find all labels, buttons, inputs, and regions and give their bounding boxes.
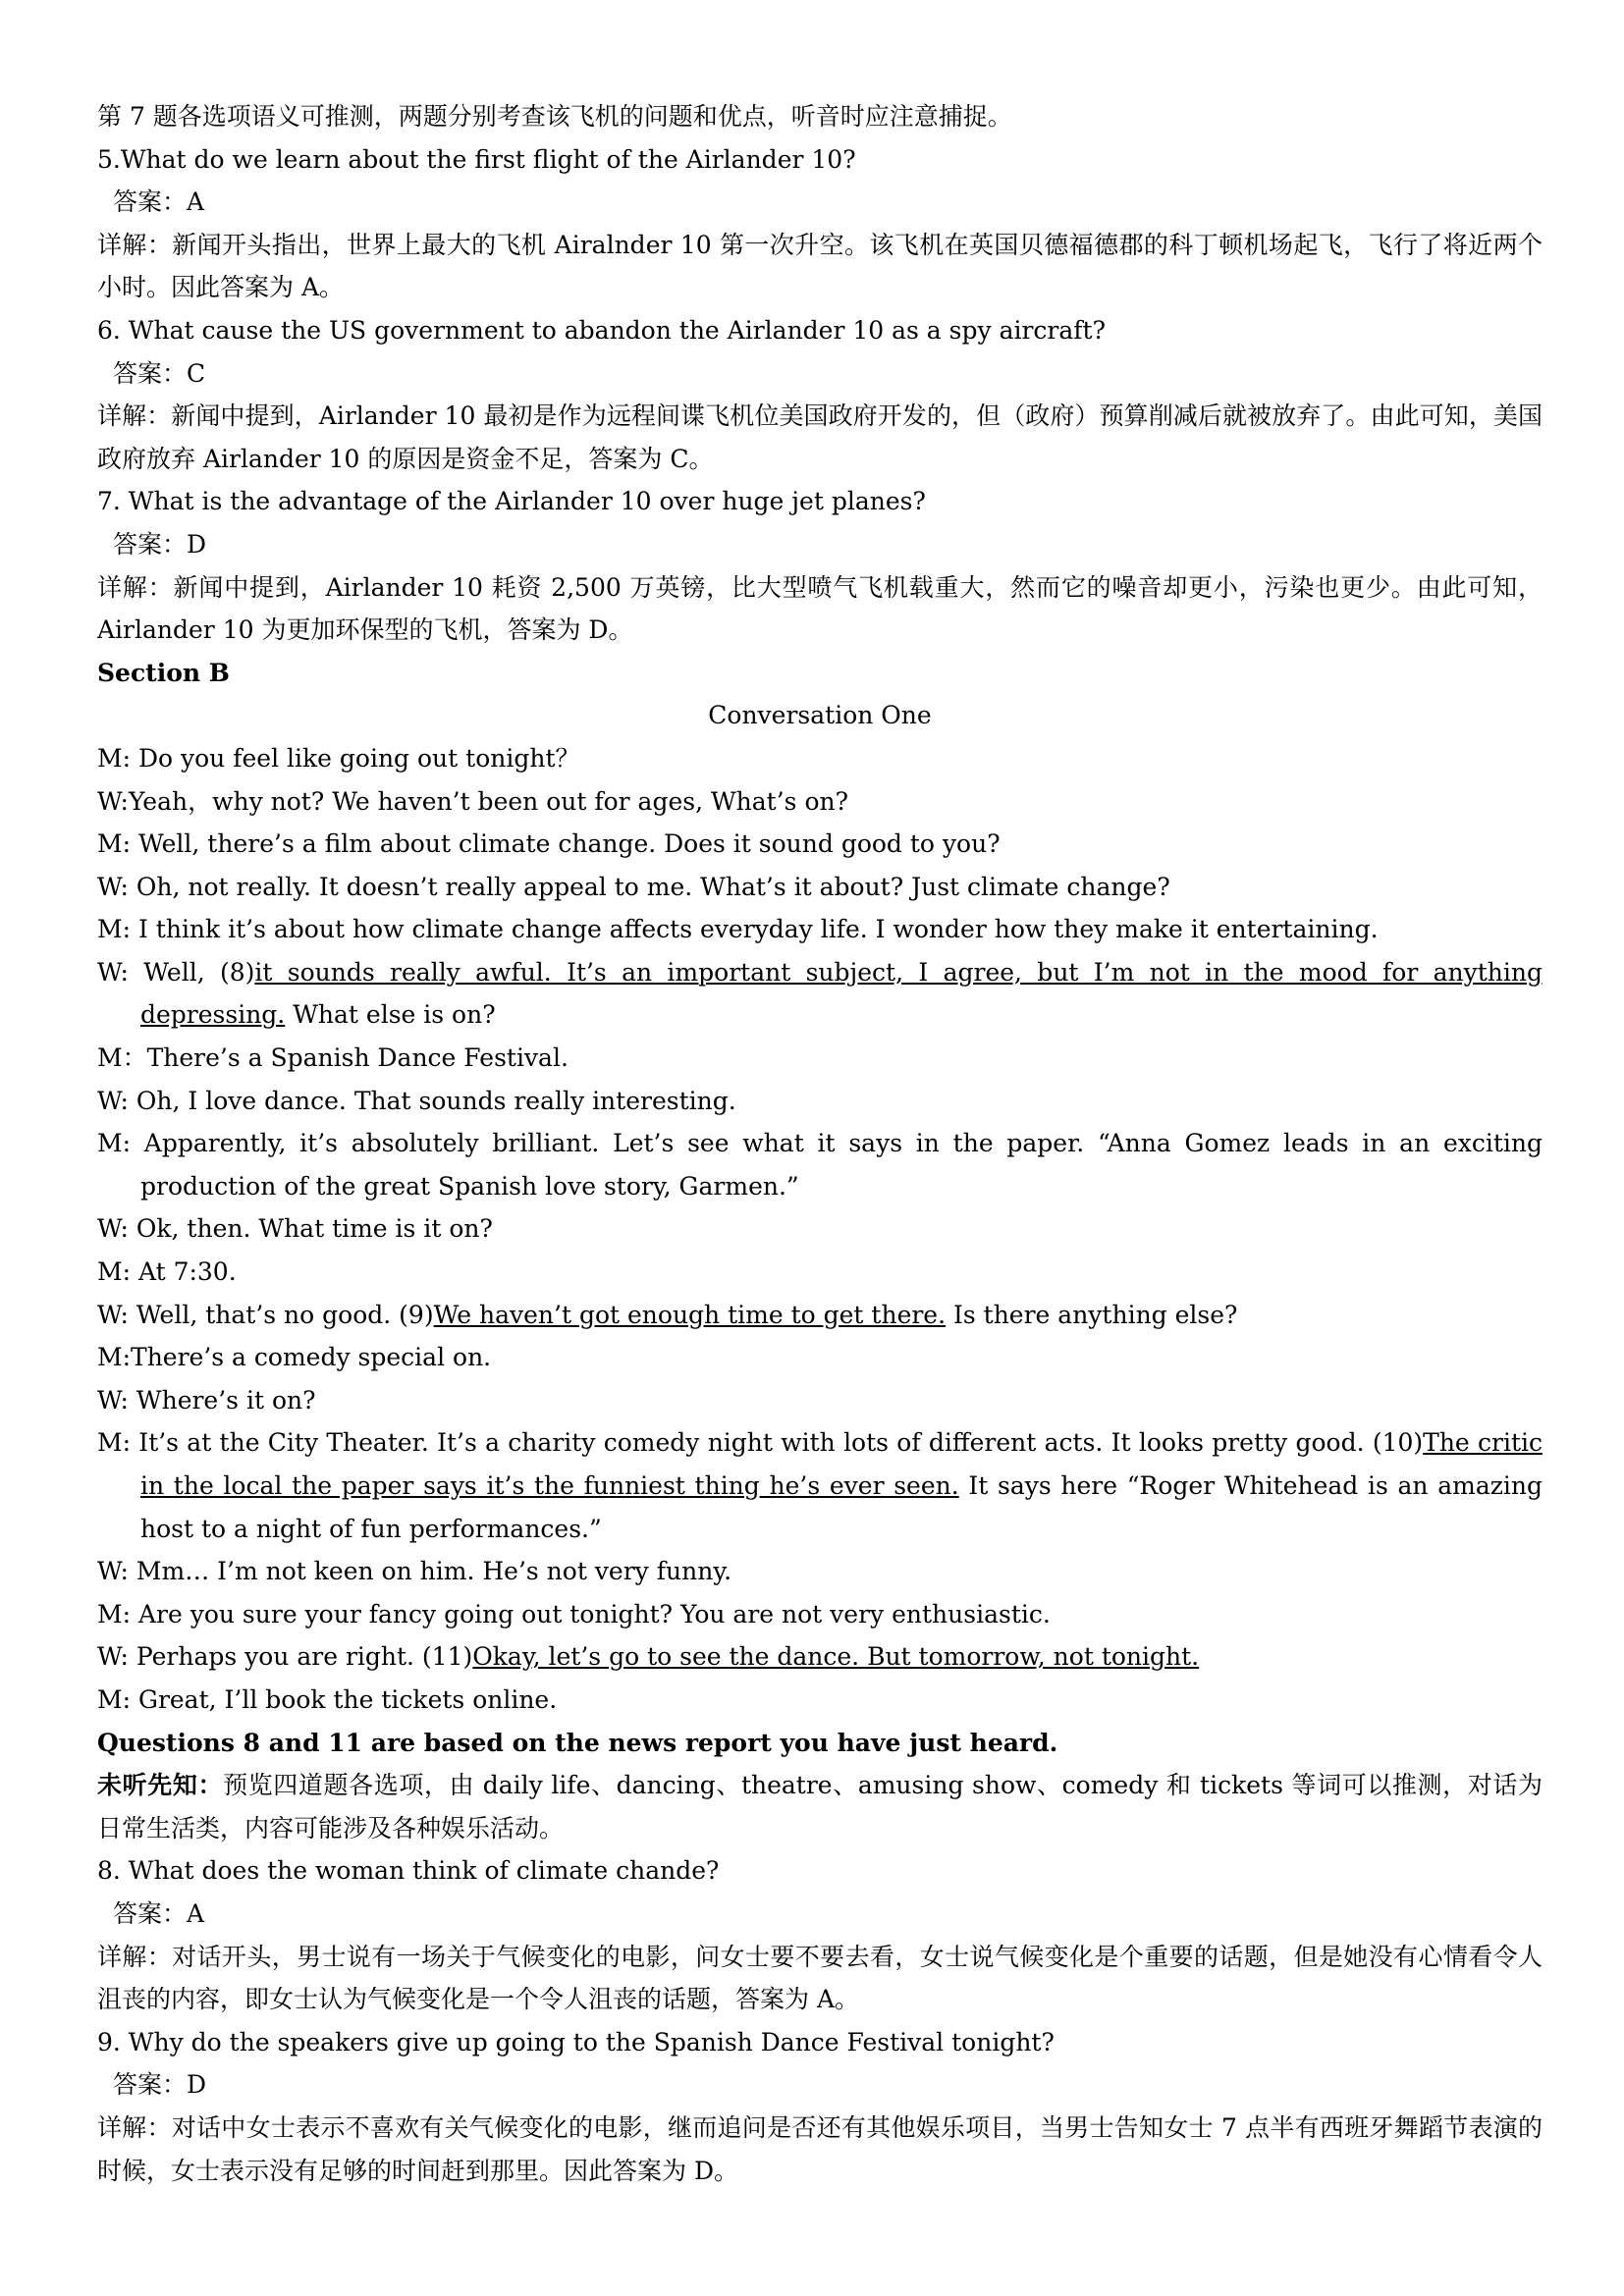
dialogue-line-12 xyxy=(97,1294,1543,1337)
document-page xyxy=(97,95,1543,2192)
q9-question: 9. Why do the speakers give up going to the Spanish Dance Festival tonight? xyxy=(97,2027,1055,2056)
q8-question: 8. What does the woman think of climate chande? xyxy=(97,1856,720,1886)
intro-note: 第 7 题各选项语义可推测，两题分别考查该飞机的问题和优点，听音时应注意捕捉。 xyxy=(97,102,1012,131)
q6-question: 6. What cause the US government to abandon the Airlander 10 as a spy aircraft? xyxy=(97,315,1106,345)
preview-paragraph xyxy=(97,1764,1543,1849)
dialogue-line-9: M: Apparently, it’s absolutely brilliant. Let’s see what it says in the paper. “Anna Gomez leads in an exciting production of the great Spanish love story, Garmen.” xyxy=(97,1129,1543,1201)
q8-answer: 答案：A xyxy=(113,1898,205,1928)
dialogue-line-12-prefix: W: Well, that’s no good. (9) xyxy=(97,1300,434,1329)
dialogue-line-12-underlined: We haven’t got enough time to get there. xyxy=(433,1300,947,1329)
dialogue-line-15-prefix: M: It’s at the City Theater. It’s a charity comedy night with lots of different acts. It looks pretty good. (10) xyxy=(97,1428,1424,1458)
q7-answer: 答案：D xyxy=(113,529,207,559)
dialogue-line-19: M: Great, I’ll book the tickets online. xyxy=(97,1684,558,1714)
questions-heading: Questions 8 and 11 are based on the news report you have just heard. xyxy=(97,1728,1058,1757)
dialogue-line-18-prefix: W: Perhaps you are right. (11) xyxy=(97,1642,473,1672)
dialogue-line-15-suffix: It says here “Roger Whitehead is an amazing host to a night of fun performances.” xyxy=(140,1471,1543,1543)
dialogue-line-7: M：There’s a Spanish Dance Festival. xyxy=(97,1043,568,1073)
dialogue-line-18 xyxy=(97,1635,1543,1679)
dialogue-line-10: W: Ok, then. What time is it on? xyxy=(97,1214,493,1244)
dialogue-line-6-suffix: What else is on? xyxy=(285,1000,496,1030)
dialogue-line-15-underlined: The critic in the local the paper says it’s the funniest thing he’s ever seen. xyxy=(140,1428,1543,1500)
dialogue-line-6-underlined: it sounds really awful. It’s an important subject, I agree, but I’m not in the mood for anything depressing. xyxy=(140,957,1543,1030)
section-title: Section B xyxy=(97,658,230,687)
q9-detail: 详解：对话中女士表示不喜欢有关气候变化的电影，继而追问是否还有其他娱乐项目，当男士告知女士 7 点半有西班牙舞蹈节表演的时候，女士表示没有足够的时间赶到那里。因此答案为 D。 xyxy=(97,2112,1543,2185)
dialogue-line-18-underlined: Okay, let’s go to see the dance. But tomorrow, not tonight. xyxy=(472,1642,1200,1672)
q8-detail: 详解：对话开头，男士说有一场关于气候变化的电影，问女士要不要去看，女士说气候变化是个重要的话题，但是她没有心情看令人沮丧的内容，即女士认为气候变化是一个令人沮丧的话题，答案为 A。 xyxy=(97,1942,1543,2014)
dialogue-line-12-suffix: Is there anything else? xyxy=(946,1300,1238,1329)
dialogue-line-4: W: Oh, not really. It doesn’t really appeal to me. What’s it about? Just climate change? xyxy=(97,872,1170,901)
q9-answer: 答案：D xyxy=(113,2070,207,2100)
q7-detail: 详解：新闻中提到，Airlander 10 耗资 2,500 万英镑，比大型喷气飞机载重大，然而它的噪音却更小，污染也更少。由此可知，Airlander 10 为更加环保型的飞机，答案为 D。 xyxy=(97,572,1543,645)
dialogue-line-15 xyxy=(97,1421,1543,1550)
q6-answer: 答案：C xyxy=(113,358,206,388)
dialogue-line-14: W: Where’s it on? xyxy=(97,1385,316,1415)
conversation-title: Conversation One xyxy=(708,701,932,730)
preview-text: 预览四道题各选项，由 daily life、dancing、theatre、amusing show、comedy 和 tickets 等词可以推测，对话为日常生活类，内容可能涉及各种娱乐活动。 xyxy=(97,1771,1543,1842)
dialogue-line-11: M: At 7:30. xyxy=(97,1257,237,1287)
q7-question: 7. What is the advantage of the Airlander 10 over huge jet planes? xyxy=(97,487,926,516)
dialogue-line-6 xyxy=(97,951,1543,1037)
q6-detail: 详解：新闻中提到，Airlander 10 最初是作为远程间谍飞机位美国政府开发的，但（政府）预算削减后就被放弃了。由此可知，美国政府放弃 Airlander 10 的原因是资金不足，答案为 C。 xyxy=(97,401,1543,473)
dialogue-line-16: W: Mm… I’m not keen on him. He’s not very funny. xyxy=(97,1557,732,1586)
dialogue-line-6-prefix: W: Well, (8) xyxy=(97,957,255,987)
preview-label: 未听先知： xyxy=(97,1771,224,1800)
dialogue-line-13: M:There’s a comedy special on. xyxy=(97,1343,492,1372)
dialogue-line-5: M: I think it’s about how climate change affects everyday life. I wonder how they make it entertaining. xyxy=(97,915,1379,944)
q5-question: 5.What do we learn about the first flight of the Airlander 10? xyxy=(97,144,856,174)
dialogue-line-17: M: Are you sure your fancy going out tonight? You are not very enthusiastic. xyxy=(97,1599,1051,1629)
q5-detail: 详解：新闻开头指出，世界上最大的飞机 Airalnder 10 第一次升空。该飞机在英国贝德福德郡的科丁顿机场起飞，飞行了将近两个小时。因此答案为 A。 xyxy=(97,230,1543,302)
dialogue-line-8: W: Oh, I love dance. That sounds really interesting. xyxy=(97,1086,736,1115)
dialogue-line-2: W:Yeah，why not? We haven’t been out for ages, What’s on? xyxy=(97,786,849,816)
dialogue-line-3: M: Well, there’s a film about climate change. Does it sound good to you? xyxy=(97,829,1001,859)
dialogue-line-1: M: Do you feel like going out tonight？ xyxy=(97,743,580,773)
q5-answer: 答案：A xyxy=(113,187,205,217)
